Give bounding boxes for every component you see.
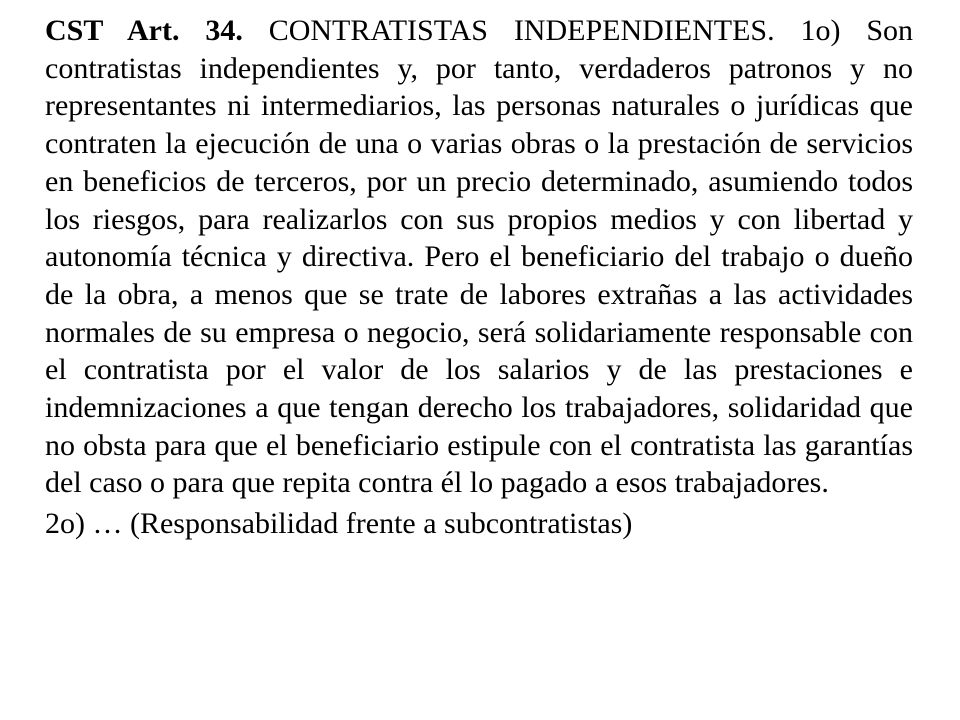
- second-paragraph: 2o) … (Responsabilidad frente a subcontratistas): [45, 507, 633, 541]
- article-body-text: 1o) Son contratistas independientes y, por tanto, verdaderos patronos y no representantes ni intermediarios, las personas naturales o jurídicas que contraten la ejecución de una o varias obras o la prestación de servicios en beneficios de terceros, por un precio determinado, asumiendo todos los riesgos, para realizarlos con sus propios medios y con libertad y autonomía técnica y directiva. Pero el beneficiario del trabajo o dueño de la obra, a menos que se trate de labores extrañas a las actividades normales de su empresa o negocio, será solidariamente responsable con el contratista por el valor de los salarios y de las prestaciones e indemnizaciones a que tengan derecho los trabajadores, solidaridad que no obsta para que el beneficiario estipule con el contratista las garantías del caso o para que repita contra él lo pagado a esos trabajadores.: [45, 14, 914, 500]
- article-paragraph: [45, 12, 913, 502]
- slide-content: [45, 12, 913, 543]
- article-reference: CST Art. 34.: [45, 14, 243, 47]
- article-title: CONTRATISTAS INDEPENDIENTES.: [268, 14, 775, 47]
